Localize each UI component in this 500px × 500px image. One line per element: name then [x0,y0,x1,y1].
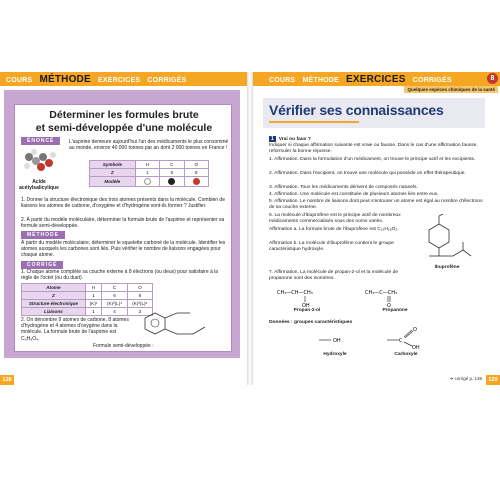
propanone-structure-icon [365,286,425,308]
svg-text:CH₃—C—CH₃: CH₃—C—CH₃ [365,290,398,296]
nav-methode[interactable]: MÉTHODE [39,74,91,85]
propanone-caption: Propanone [382,308,408,313]
aspirin-structure-icon [135,309,225,339]
page-title: Vérifier ses connaissances [269,102,444,118]
table-cell: 6 [160,169,184,177]
chapter-subtitle: Quelques espèces chimiques de la santé [404,86,498,93]
question-intro: Indiquer si chaque affirmation suivante est vraie ou fausse. Dans le cas d'une affirmation fausse, reformuler la bonne réponse. [269,143,478,154]
method-box-inner [14,104,232,352]
method-title [15,109,233,135]
table-cell: H [135,161,159,169]
list-item: 1. Affirmation. Dans la formulation d'un médicament, on trouve le principe actif et les excipients. [269,157,476,162]
question-2: 2. À partir du modèle moléculaire, déterminer la formule brute de l'aspirine et représenter sa formule semi-développée. [21,217,225,230]
title-line-2: et semi-développée d'une molécule [35,122,213,134]
svg-text:O: O [413,327,417,333]
enonce-header: ÉNONCÉ [21,137,60,145]
left-header-band [0,72,247,86]
corrige-1: 1. Chaque atome complète sa couche externe à 8 électrons (ou deux) pour satisfaire à la règle de l'octet (ou du duet). [21,269,219,282]
corrige-header: CORRIGÉ [21,261,63,269]
list-item: 3. Affirmation. Tous les médicaments dérivent de composés naturels. [269,185,418,190]
carboxyle-caption: Carboxyle [394,352,418,357]
table-cell: 2 [127,308,152,316]
nav-methode[interactable]: MÉTHODE [302,77,339,84]
right-header-band [253,72,500,86]
ibuprofen-structure-icon [419,214,475,264]
left-nav [6,74,191,85]
nav-exercices[interactable]: EXERCICES [346,74,406,85]
question-heading [269,136,483,143]
question-1: 1. Donner la structure électronique des trois atomes présents dans la molécule. Combien de liaisons les atomes de carbone, d'oxygène et d'hydrogène vont-ils former ? Justifier. [21,197,225,210]
question-title: Vrai ou faux ? [278,137,311,142]
table-cell: 1 [85,292,102,300]
table-cell: (K)¹ [85,300,102,308]
table-cell: 1 [135,169,159,177]
svg-text:O: O [387,303,391,308]
right-page [253,72,500,385]
atoms-table [89,160,209,187]
oxygen-model-icon [184,177,208,187]
title-line-1: Déterminer les formules brute [49,109,199,121]
table-cell: C [160,161,184,169]
method-box [4,90,240,358]
table-cell: Z [22,292,86,300]
list-item: 6. La molécule d'ibuprofène est le principe actif de nombreux médicaments commercialisés sous des noms variés. [269,213,401,224]
nav-corriges[interactable]: CORRIGÉS [412,77,452,84]
table-cell: H [85,284,102,292]
propanol-caption: Propan-2-ol [293,308,321,313]
donnees-label [269,320,483,326]
aspirin-model-icon [19,147,59,177]
list-item: Affirmation b. La molécule d'ibuprofène contient le groupe caractéristique hydroxyle. [269,241,394,252]
table-cell: 8 [127,292,152,300]
list-item: Affirmation a. La formule brute de l'ibuprofène est C₁₃H₁₈O₂. [269,227,399,232]
svg-text:C: C [399,338,403,344]
corrige-2: 2. On dénombre 9 atomes de carbone, 8 atomes d'hydrogène et 4 atomes d'oxygène dans la molécule. La formule brute de l'aspirine est C₉H₈O₄. [21,317,129,342]
ibuprofen-caption: Ibuprofène [434,265,460,270]
svg-text:OH: OH [412,345,420,350]
table-cell: Structure électronique [22,300,86,308]
title-underline [269,121,359,123]
list-item: 4. Affirmation. Une molécule est constituée de plusieurs atomes liés entre eux. [269,192,439,197]
methode-text: À partir du modèle moléculaire, déterminer le squelette carboné de la molécule. Identifier les atomes auxquels les carbones sont liés. Puis vérifier le nombre de liaisons engagées pour chaque atome. [21,240,226,259]
book-spread [0,72,500,385]
nav-cours[interactable]: COURS [269,77,296,84]
formula-caption: Formule semi-développée : [93,343,154,349]
carboxyle-structure-icon [383,324,429,350]
methode-header: MÉTHODE [21,231,65,239]
question-number: 1 [271,136,274,142]
chapter-badge: 8 [487,73,498,84]
hydrogen-model-icon [135,177,159,187]
enonce-text: L'aspirine demeure aujourd'hui l'un des médicaments le plus consommé au monde, environ 40 000 tonnes par an dont 2 000 tonnes en France ! [69,139,229,152]
table-cell: 4 [102,308,127,316]
corrige-reference[interactable]: ➜ corrigé p. 135 [449,376,482,381]
table-cell: Z [90,169,136,177]
list-item: 7. Affirmation. La molécule de propan-2-ol et la molécule de propanone sont des isomères. [269,270,399,281]
nav-corriges[interactable]: CORRIGÉS [147,77,187,84]
left-page [0,72,247,385]
table-cell: Atome [22,284,86,292]
table-cell: C [102,284,127,292]
table-cell: Symbole [90,161,136,169]
donnees-label-text: Données : groupes caractéristiques [269,320,353,325]
table-cell: Liaisons [22,308,86,316]
table-cell: Modèle [90,177,136,187]
table-cell: (K)²(L)⁶ [127,300,152,308]
carbon-model-icon [160,177,184,187]
svg-text:OH: OH [333,338,341,344]
table-cell: O [127,284,152,292]
right-nav [269,74,457,85]
table-cell: 6 [102,292,127,300]
table-cell: 8 [184,169,208,177]
list-item: 5. Affirmation. Le nombre de liaisons dont peut s'entourer un atome est égal au nombre d'électrons de sa couche externe. [269,199,483,210]
nav-exercices[interactable]: EXERCICES [98,77,141,84]
svg-text:OH: OH [302,303,310,308]
nav-cours[interactable]: COURS [6,77,33,84]
hydroxyle-caption: Hydroxyle [323,352,347,357]
hydroxyle-structure-icon [315,330,355,350]
molecule-name: Acide acétylsalicylique [19,179,59,191]
list-item: 2. Affirmation. Dans l'excipient, on trouve une molécule qui possède un effet thérapeutique. [269,171,466,176]
page-number-left: 128 [0,375,14,385]
propanol-structure-icon [277,286,337,308]
page-number-right: 129 [486,375,500,385]
table-cell: O [184,161,208,169]
table-cell: (K)²(L)⁴ [102,300,127,308]
electron-table [21,283,153,316]
svg-text:CH₃—CH—CH₃: CH₃—CH—CH₃ [277,290,313,296]
table-cell: 1 [85,308,102,316]
